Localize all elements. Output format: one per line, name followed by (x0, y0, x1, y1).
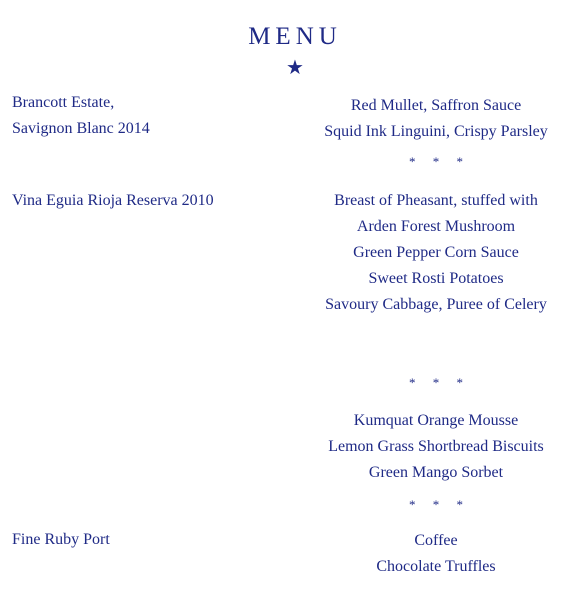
course-separator: * * * (409, 497, 463, 512)
dish-line: Chocolate Truffles (376, 558, 496, 575)
dish-line: Savoury Cabbage, Puree of Celery (325, 296, 547, 313)
wine-pairing-2 (12, 188, 214, 214)
course-separator: * * * (409, 375, 463, 390)
dish-line: Lemon Grass Shortbread Biscuits (328, 438, 544, 455)
wine-line: Fine Ruby Port (12, 531, 110, 548)
wine-pairing-3 (12, 527, 110, 553)
course-separator: * * * (409, 154, 463, 169)
dish-line: Kumquat Orange Mousse (353, 412, 519, 429)
dish-line: Red Mullet, Saffron Sauce (350, 97, 522, 114)
course-fish (300, 93, 572, 145)
dish-line: Squid Ink Linguini, Crispy Parsley (324, 123, 548, 140)
menu-title: MENU (248, 23, 342, 50)
dish-line: Green Pepper Corn Sauce (353, 244, 519, 261)
star-icon: ★ (286, 57, 304, 79)
dish-line: Arden Forest Mushroom (356, 218, 516, 235)
dish-line: Breast of Pheasant, stuffed with (334, 192, 538, 209)
wine-line: Vina Eguia Rioja Reserva 2010 (12, 192, 214, 209)
wine-line: Brancott Estate, (12, 94, 115, 111)
wine-pairing-1 (12, 90, 150, 142)
wine-line: Savignon Blanc 2014 (12, 120, 150, 137)
course-dessert (300, 408, 572, 486)
course-coffee (300, 528, 572, 580)
dish-line: Green Mango Sorbet (368, 464, 504, 481)
course-main (300, 188, 572, 318)
dish-line: Sweet Rosti Potatoes (368, 270, 504, 287)
dish-line: Coffee (414, 532, 458, 549)
